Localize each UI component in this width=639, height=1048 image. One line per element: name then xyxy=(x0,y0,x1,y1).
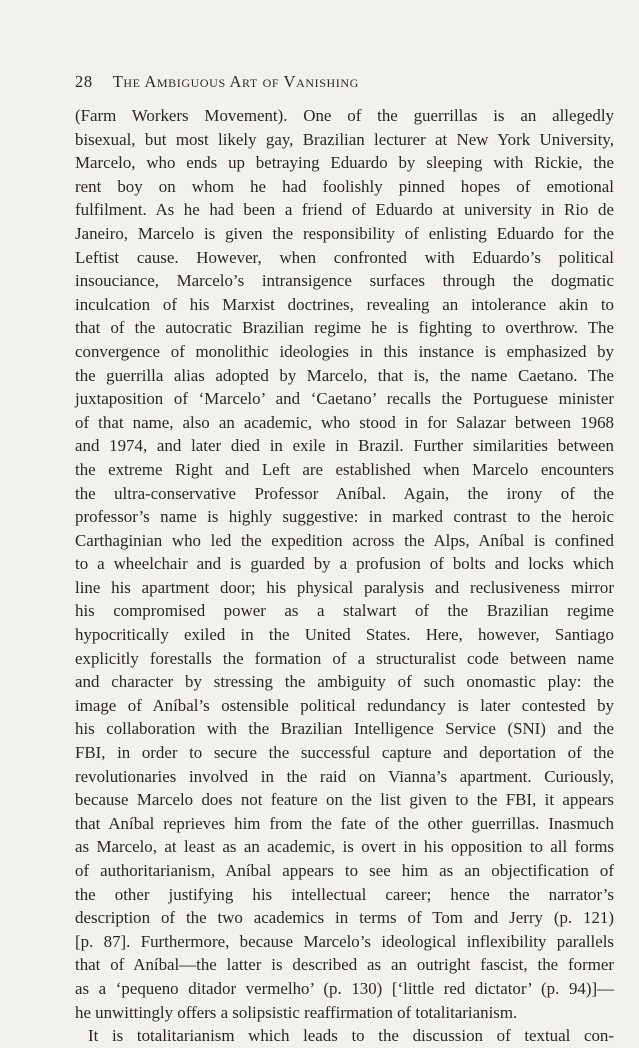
text-line: his collaboration with the Brazilian Intelligence Service (SNI) and the xyxy=(75,719,614,739)
text-line: the ultra-conservative Professor Aníbal. Again, the irony of the xyxy=(75,483,614,503)
text-line: that Aníbal reprieves him from the fate of the other guerrillas. Inasmuch xyxy=(75,813,614,833)
text-line: his compromised power as a stalwart of the Brazilian regime xyxy=(75,601,614,621)
text-line: FBI, in order to secure the successful capture and deportation of the xyxy=(75,743,614,763)
body-text xyxy=(75,104,614,1048)
running-title: The Ambiguous Art of Vanishing xyxy=(112,72,359,91)
text-line: professor’s name is highly suggestive: in marked contrast to the heroic xyxy=(75,507,614,527)
text-line: because Marcelo does not feature on the list given to the FBI, it appears xyxy=(75,790,614,810)
text-line: Janeiro, Marcelo is given the responsibility of enlisting Eduardo for the xyxy=(75,223,614,243)
text-line: hypocritically exiled in the United States. Here, however, Santiago xyxy=(75,625,614,645)
text-line: description of the two academics in terms of Tom and Jerry (p. 121) xyxy=(75,908,614,928)
paragraph-first-line: It is totalitarianism which leads to the discussion of textual con- xyxy=(88,1026,614,1046)
text-line: and character by stressing the ambiguity of such onomastic play: the xyxy=(75,672,614,692)
text-line: Carthaginian who led the expedition across the Alps, Aníbal is confined xyxy=(75,530,614,550)
text-line: rent boy on whom he had foolishly pinned hopes of emotional xyxy=(75,176,614,196)
text-line: as Marcelo, at least as an academic, is overt in his opposition to all forms xyxy=(75,837,614,857)
running-head xyxy=(75,72,359,92)
text-line: that of Aníbal—the latter is described as an outright fascist, the former xyxy=(75,955,614,975)
page-number: 28 xyxy=(75,72,93,91)
text-line: inculcation of his Marxist doctrines, revealing an intolerance akin to xyxy=(75,294,614,314)
text-line: convergence of monolithic ideologies in this instance is emphasized by xyxy=(75,341,614,361)
text-line: [p. 87]. Furthermore, because Marcelo’s ideological inflexibility parallels xyxy=(75,931,614,951)
text-line: Marcelo, who ends up betraying Eduardo by sleeping with Rickie, the xyxy=(75,153,614,173)
text-line: to a wheelchair and is guarded by a profusion of bolts and locks which xyxy=(75,554,614,574)
text-line: bisexual, but most likely gay, Brazilian lecturer at New York University, xyxy=(75,129,614,149)
text-line: as a ‘pequeno ditador vermelho’ (p. 130) [‘little red dictator’ (p. 94)]— xyxy=(75,978,614,998)
text-line: and 1974, and later died in exile in Brazil. Further similarities between xyxy=(75,436,614,456)
text-line: revolutionaries involved in the raid on Vianna’s apartment. Curiously, xyxy=(75,766,614,786)
text-line: juxtaposition of ‘Marcelo’ and ‘Caetano’ recalls the Portuguese minister xyxy=(75,389,614,409)
text-line: of that name, also an academic, who stood in for Salazar between 1968 xyxy=(75,412,614,432)
text-line: of authoritarianism, Aníbal appears to see him as an objectification of xyxy=(75,861,614,880)
text-line: image of Aníbal’s ostensible political redundancy is later contested by xyxy=(75,695,614,715)
paragraph-end-line: he unwittingly offers a solipsistic reaffirmation of totalitarianism. xyxy=(75,1002,518,1022)
text-line: (Farm Workers Movement). One of the guerrillas is an allegedly xyxy=(75,106,614,125)
text-line: that of the autocratic Brazilian regime he is fighting to overthrow. The xyxy=(75,318,614,338)
text-line: line his apartment door; his physical paralysis and reclusiveness mirror xyxy=(75,577,614,597)
text-line: fulfilment. As he had been a friend of Eduardo at university in Rio de xyxy=(75,200,614,220)
text-line: explicitly forestalls the formation of a structuralist code between name xyxy=(75,648,614,668)
text-line: the other justifying his intellectual career; hence the narrator’s xyxy=(75,884,614,904)
text-line: the extreme Right and Left are established when Marcelo encounters xyxy=(75,459,614,479)
text-line: the guerrilla alias adopted by Marcelo, that is, the name Caetano. The xyxy=(75,365,614,385)
text-line: Leftist cause. However, when confronted with Eduardo’s political xyxy=(75,247,614,267)
text-line: insouciance, Marcelo’s intransigence surfaces through the dogmatic xyxy=(75,271,614,291)
